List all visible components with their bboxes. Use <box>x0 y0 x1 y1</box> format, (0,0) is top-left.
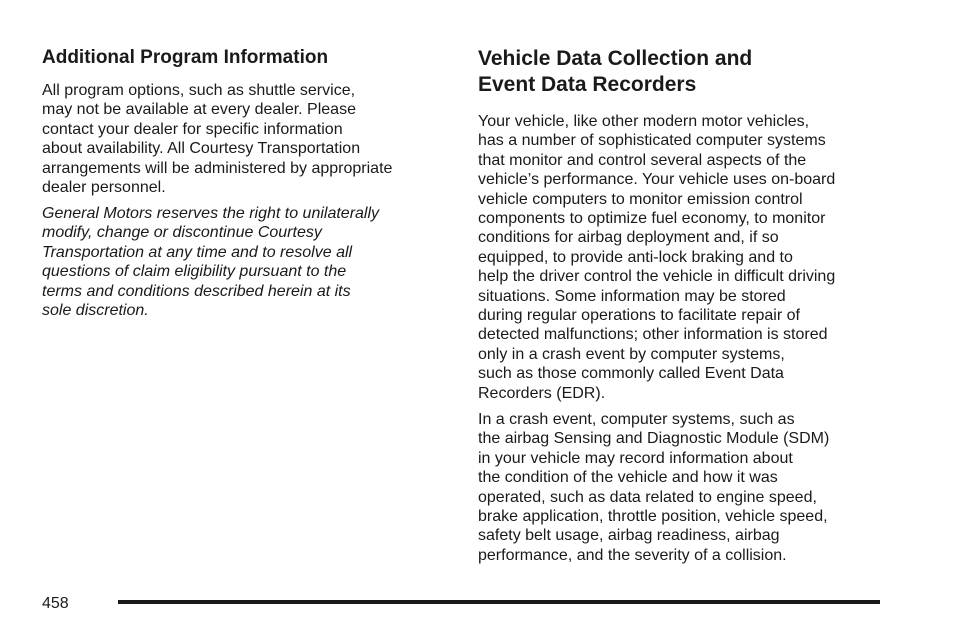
heading-line: Vehicle Data Collection and <box>478 47 753 70</box>
text-line: Your vehicle, like other modern motor vehicles, <box>478 113 810 130</box>
text-line: that monitor and control several aspects of the <box>478 151 807 169</box>
text-line: safety belt usage, airbag readiness, airbag <box>478 527 780 545</box>
text-line: All program options, such as shuttle service, <box>42 82 356 99</box>
text-line: may not be available at every dealer. Please <box>42 101 356 119</box>
text-line: vehicle computers to monitor emission control <box>478 190 803 208</box>
text-line: performance, and the severity of a collision. <box>478 546 787 564</box>
text-line: conditions for airbag deployment and, if so <box>478 229 779 247</box>
text-line: vehicle’s performance. Your vehicle uses on-board <box>478 171 836 189</box>
text-line: contact your dealer for specific information <box>42 120 343 138</box>
paragraph-gm-disclaimer <box>42 204 379 320</box>
text-line: questions of claim eligibility pursuant to the <box>42 263 347 281</box>
paragraph-crash-event <box>478 410 829 565</box>
text-line: help the driver control the vehicle in difficult driving <box>478 268 836 286</box>
text-line: during regular operations to facilitate repair of <box>478 307 800 325</box>
text-line: components to optimize fuel economy, to monitor <box>478 210 826 228</box>
footer-rule <box>118 600 880 604</box>
text-line: Recorders (EDR). <box>478 384 606 402</box>
text-line: General Motors reserves the right to unilaterally <box>42 205 380 222</box>
paragraph-program-options <box>42 81 392 197</box>
text-line: In a crash event, computer systems, such as <box>478 411 795 428</box>
text-line: modify, change or discontinue Courtesy <box>42 224 322 242</box>
section-heading-additional-program-information: Additional Program Information <box>42 47 329 68</box>
text-line: the condition of the vehicle and how it was <box>478 469 778 487</box>
text-line: the airbag Sensing and Diagnostic Module (SDM) <box>478 430 830 448</box>
text-line: in your vehicle may record information about <box>478 449 793 467</box>
text-line: Transportation at any time and to resolve all <box>42 243 353 261</box>
text-line: terms and conditions described herein at its <box>42 282 351 300</box>
text-line: sole discretion. <box>42 302 149 320</box>
text-line: operated, such as data related to engine speed, <box>478 488 817 506</box>
section-heading-vehicle-data-collection <box>478 46 752 98</box>
text-line: such as those commonly called Event Data <box>478 365 784 383</box>
text-line: arrangements will be administered by appropriate <box>42 159 393 177</box>
text-line: brake application, throttle position, vehicle speed, <box>478 508 828 526</box>
text-line: situations. Some information may be stored <box>478 287 786 305</box>
page-number: 458 <box>42 595 69 612</box>
heading-line: Event Data Recorders <box>478 73 697 96</box>
text-line: about availability. All Courtesy Transportation <box>42 140 361 158</box>
text-line: only in a crash event by computer systems, <box>478 345 785 363</box>
text-line: equipped, to provide anti-lock braking and to <box>478 248 793 266</box>
text-line: dealer personnel. <box>42 179 166 197</box>
text-line: has a number of sophisticated computer systems <box>478 132 826 150</box>
text-line: detected malfunctions; other information is stored <box>478 326 828 344</box>
paragraph-vehicle-computers <box>478 112 835 403</box>
